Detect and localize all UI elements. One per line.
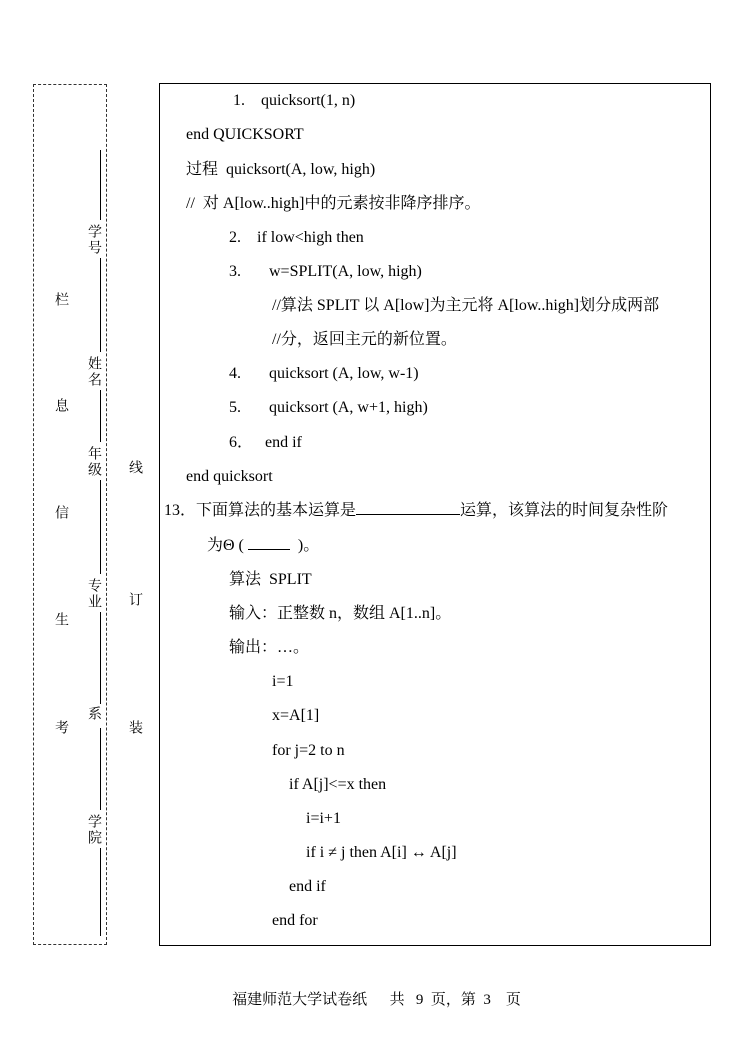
grade-line [100,480,101,574]
answer-blank-2[interactable] [248,549,290,550]
algo-line-7: end if [289,878,326,895]
college-line [100,848,101,936]
name-label: 姓名 [86,356,101,388]
question-13-text-a: 13．下面算法的基本运算是 [164,502,357,519]
code-line-7: 4. quicksort (A, low, w-1) [229,365,419,382]
code-line-3: 过程 quicksort(A, low, high) [186,161,376,178]
code-line-1: 1. quicksort(1, n) [233,92,356,109]
student-id-line [100,258,101,352]
code-line-5: 2. if low<high then [229,229,364,246]
algo-line-1: i=1 [272,673,294,690]
binding-mark-ding: 订 [127,592,142,606]
major-line [100,612,101,704]
algo-title: 算法 SPLIT [229,571,312,588]
student-id-label: 学号 [86,224,101,256]
algo-line-2: x=A[1] [272,707,320,724]
code-line-8: 5. quicksort (A, w+1, high) [229,399,428,416]
major-label: 专业 [86,578,101,610]
info-char-1: 考 [53,720,68,736]
name-line [100,390,101,442]
info-char-5: 栏 [53,292,68,308]
college-label: 学院 [86,814,101,846]
question-13-text-d: )。 [297,537,320,554]
algo-line-4: if A[j]<=x then [289,776,387,793]
code-comment-2: //分，返回主元的新位置。 [272,331,457,348]
code-comment-1: //算法 SPLIT 以 A[low]为主元将 A[low..high]划分成两部 [272,297,660,314]
department-line [100,728,101,810]
code-line-9: 6． end if [229,434,302,451]
top-line [100,150,101,220]
grade-label: 年级 [86,446,101,478]
code-line-2: end QUICKSORT [186,126,304,143]
question-13-text-b: 运算，该算法的时间复杂性阶 [460,502,669,519]
algo-input: 输入：正整数 n，数组 A[1..n]。 [229,605,452,622]
binding-mark-zhuang: 装 [127,720,142,734]
algo-line-3: for j=2 to n [272,742,345,759]
question-13-line-1 [164,501,668,521]
algo-line-6: if i ≠ j then A[i] ↔ A[j] [306,844,457,861]
info-char-2: 生 [53,612,68,628]
question-13-line-2 [207,536,319,556]
algo-line-8: end for [272,912,318,929]
page-footer: 福建师范大学试卷纸 共 9 页，第 3 页 [232,992,521,1008]
code-line-4: // 对 A[low..high]中的元素按非降序排序。 [186,195,481,212]
algo-output: 输出：…。 [229,639,310,656]
code-line-10: end quicksort [186,468,273,485]
info-char-3: 信 [53,505,68,521]
info-char-4: 息 [53,398,68,414]
binding-mark-xian: 线 [127,460,142,474]
code-line-6: 3. w=SPLIT(A, low, high) [229,263,422,280]
answer-blank-1[interactable] [356,514,460,515]
department-label: 系 [86,706,101,722]
question-13-text-c: 为Θ ( [207,537,244,554]
algo-line-5: i=i+1 [306,810,341,827]
